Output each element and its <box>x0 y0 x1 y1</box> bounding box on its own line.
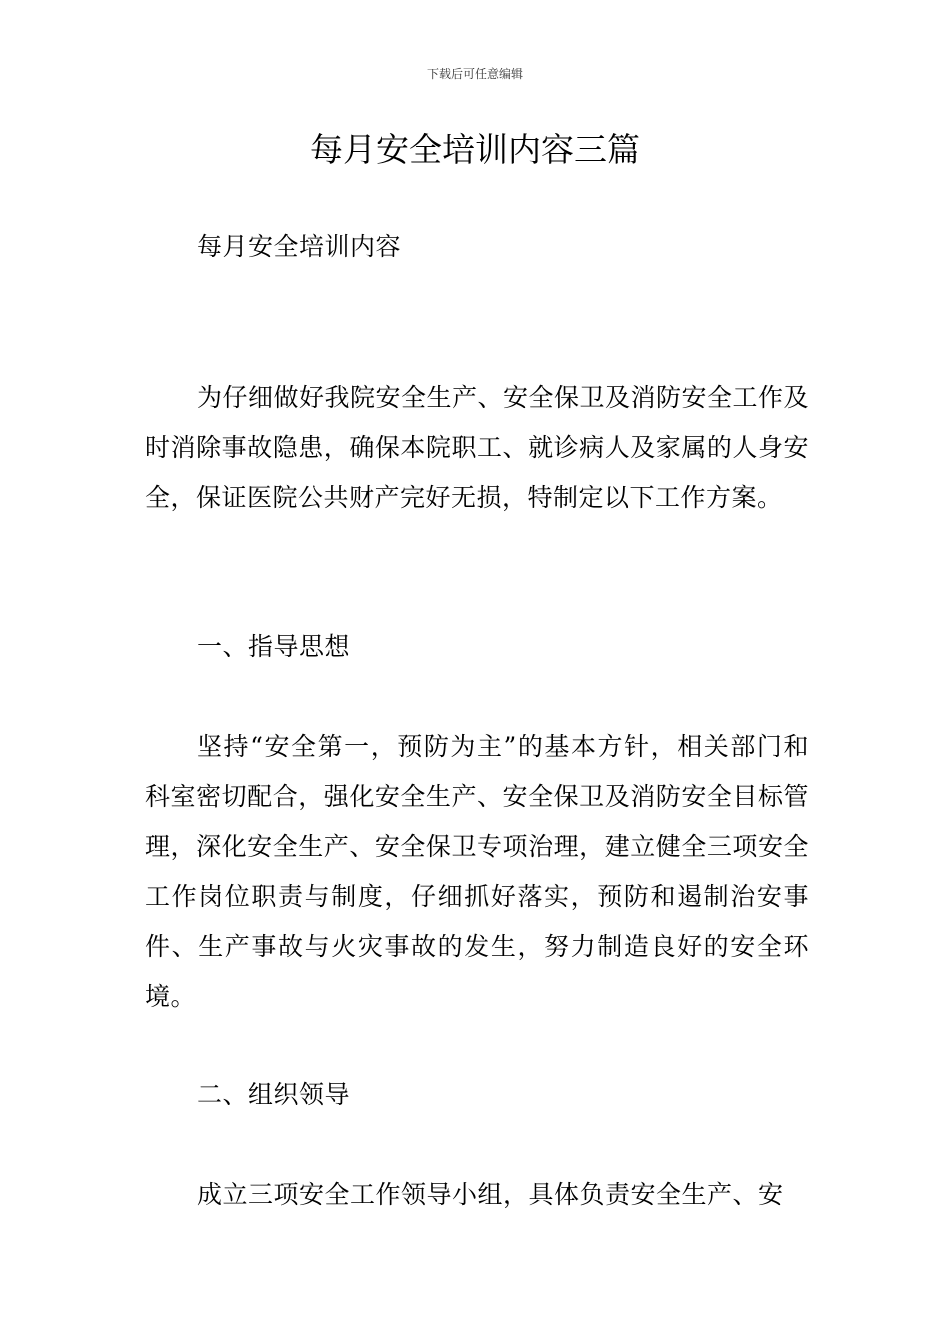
organization-paragraph: 成立三项安全工作领导小组，具体负责安全生产、安 <box>197 1180 784 1209</box>
document-title: 每月安全培训内容三篇 <box>310 130 640 169</box>
guiding-ideology-paragraph: 坚持“安全第一，预防为主”的基本方针，相关部门和科室密切配合，强化安全生产、安全保卫及消防安全目标管理，深化安全生产、安全保卫专项治理，建立健全三项安全工作岗位职责与制度，仔细抓好落实，预防和遏制治安事件、生产事故与火灾事故的发生，努力制造良好的安全环境。 <box>145 732 809 1011</box>
section-heading-organization: 二、组织领导 <box>197 1080 351 1109</box>
header-note: 下载后可任意编辑 <box>426 67 523 81</box>
subtitle-paragraph: 每月安全培训内容 <box>197 232 402 261</box>
intro-paragraph: 为仔细做好我院安全生产、安全保卫及消防安全工作及时消除事故隐患，确保本院职工、就诊病人及家属的人身安全，保证医院公共财产完好无损，特制定以下工作方案。 <box>145 383 810 512</box>
section-heading-guiding-ideology: 一、指导思想 <box>197 632 351 661</box>
